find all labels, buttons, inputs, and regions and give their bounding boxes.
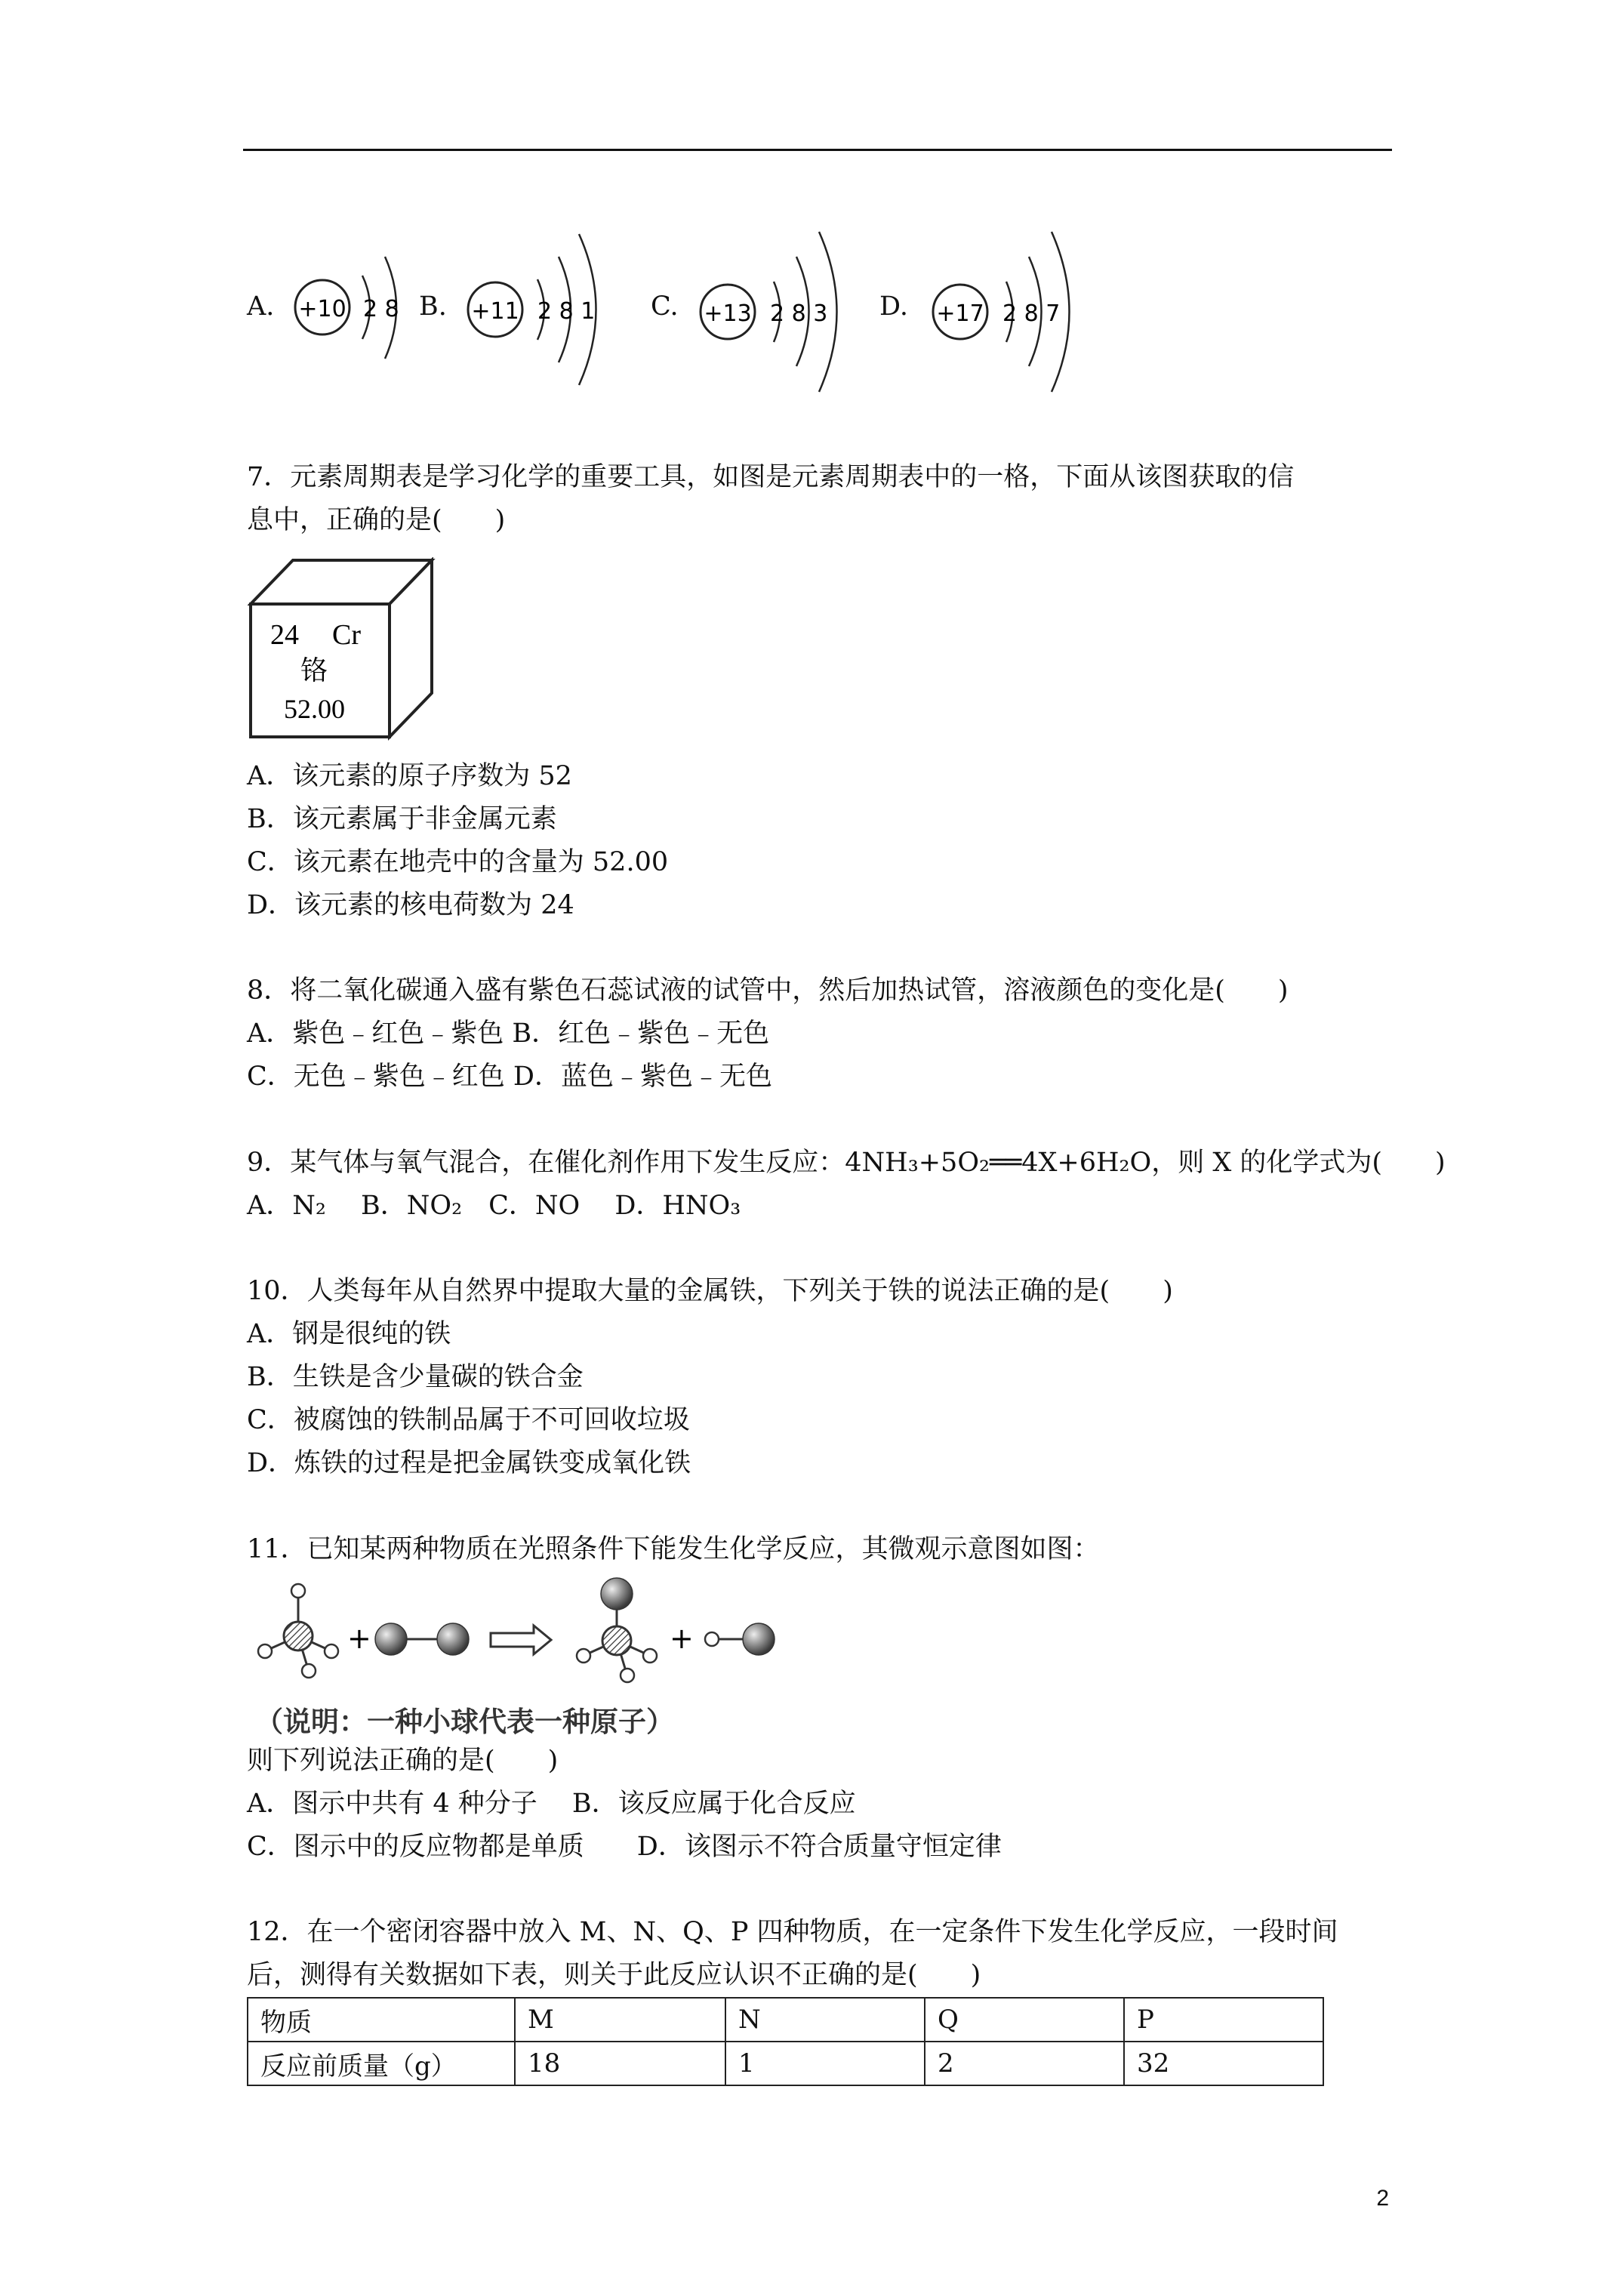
molecule-ch4-like (258, 1584, 338, 1678)
q6-option-a-letter: A. (247, 291, 275, 322)
table-cell: 2 (925, 2042, 1124, 2085)
nucleus-charge: +10 (298, 296, 346, 322)
reaction-arrow-icon (491, 1626, 551, 1654)
element-atomic-number: 24 (270, 619, 299, 651)
q7-option-a: A．该元素的原子序数为 52 (247, 761, 572, 791)
q11-options-line1: A．图示中共有 4 种分子 B．该反应属于化合反应 (247, 1789, 856, 1819)
q7-option-b: B．该元素属于非金属元素 (247, 804, 557, 834)
q11-stem: 11．已知某两种物质在光照条件下能发生化学反应，其微观示意图如图： (247, 1534, 1100, 1564)
q10-option-a: A．钢是很纯的铁 (247, 1319, 451, 1349)
atom-diagram-a (291, 238, 427, 374)
plus-sign: + (347, 1622, 371, 1655)
molecule-ch3cl-like (577, 1578, 657, 1682)
atom-diagram-d (927, 215, 1101, 396)
q12-data-table (247, 1997, 1324, 2086)
q10-stem: 10．人类每年从自然界中提取大量的金属铁，下列关于铁的说法正确的是( ) (247, 1276, 1173, 1306)
q8-stem: 8．将二氧化碳通入盛有紫色石蕊试液的试管中，然后加热试管，溶液颜色的变化是( ) (247, 975, 1289, 1006)
plus-sign: + (670, 1622, 694, 1655)
table-row (248, 2042, 1323, 2085)
q9-options: A．N₂ B．NO₂ C．NO D．HNO₃ (247, 1191, 741, 1221)
q6-option-b-letter: B. (419, 291, 447, 322)
q10-option-b: B．生铁是含少量碳的铁合金 (247, 1362, 584, 1392)
table-header-cell: P (1124, 1998, 1323, 2042)
electron-shells: 2 8 1 (537, 298, 596, 325)
element-atomic-mass: 52.00 (284, 694, 345, 724)
reaction-diagram (245, 1574, 789, 1703)
nucleus-charge: +11 (471, 298, 519, 325)
table-cell: 反应前质量（g） (248, 2042, 515, 2085)
table-header-row (248, 1998, 1323, 2042)
table-cell: 32 (1124, 2042, 1323, 2085)
table-header-cell: Q (925, 1998, 1124, 2042)
nucleus-charge: +13 (704, 300, 752, 327)
molecule-hcl-like (705, 1623, 775, 1655)
q8-options-line2: C．无色﹣紫色﹣红色 D．蓝色﹣紫色﹣无色 (247, 1062, 772, 1092)
element-cell-box (248, 557, 436, 742)
atom-diagram-c (694, 215, 868, 396)
q9-stem (247, 1146, 1446, 1179)
element-symbol: Cr (332, 619, 361, 651)
q11-question: 则下列说法正确的是( ) (247, 1746, 559, 1776)
q7-option-d: D．该元素的核电荷数为 24 (247, 890, 574, 920)
q6-option-c-letter: C. (651, 291, 679, 322)
q11-diagram-caption: （说明：一种小球代表一种原子） (255, 1706, 674, 1738)
q7-option-c: C．该元素在地壳中的含量为 52.00 (247, 847, 669, 877)
q11-options-line2: C．图示中的反应物都是单质 D．该图示不符合质量守恒定律 (247, 1832, 1002, 1862)
table-header-cell: N (725, 1998, 925, 2042)
nucleus-charge: +17 (936, 300, 984, 327)
electron-shells: 2 8 7 (1002, 300, 1061, 327)
electron-shells: 2 8 3 (770, 300, 828, 327)
electron-shells: 2 8 (363, 296, 399, 322)
q7-stem-line1: 7．元素周期表是学习化学的重要工具，如图是元素周期表中的一格，下面从该图获取的信 (247, 462, 1295, 492)
element-name: 铬 (300, 655, 328, 686)
q10-option-d: D．炼铁的过程是把金属铁变成氧化铁 (247, 1448, 691, 1478)
q7-stem-line2: 息中，正确的是( ) (247, 505, 506, 535)
header-rule (243, 149, 1392, 151)
table-cell: 18 (515, 2042, 725, 2085)
page-number: 2 (1376, 2186, 1389, 2211)
q9-stem-post: ，则 X 的化学式为( ) (1151, 1148, 1446, 1178)
q6-option-d-letter: D. (879, 291, 908, 322)
q9-stem-pre: 9．某气体与氧气混合，在催化剂作用下发生反应： (247, 1148, 845, 1178)
table-header-cell: M (515, 1998, 725, 2042)
table-cell: 1 (725, 2042, 925, 2085)
q12-stem-line2: 后，测得有关数据如下表，则关于此反应认识不正确的是( ) (247, 1960, 981, 1990)
q12-stem-line1: 12．在一个密闭容器中放入 M、N、Q、P 四种物质，在一定条件下发生化学反应，一段时间 (247, 1917, 1338, 1947)
molecule-cl2-like (375, 1623, 469, 1655)
table-header-cell: 物质 (248, 1998, 515, 2042)
atom-diagram-b (462, 215, 628, 389)
q9-equation: 4NH₃+5O₂══4X+6H₂O (845, 1148, 1152, 1178)
q10-option-c: C．被腐蚀的铁制品属于不可回收垃圾 (247, 1405, 690, 1435)
q8-options-line1: A．紫色﹣红色﹣紫色 B．红色﹣紫色﹣无色 (247, 1019, 770, 1049)
